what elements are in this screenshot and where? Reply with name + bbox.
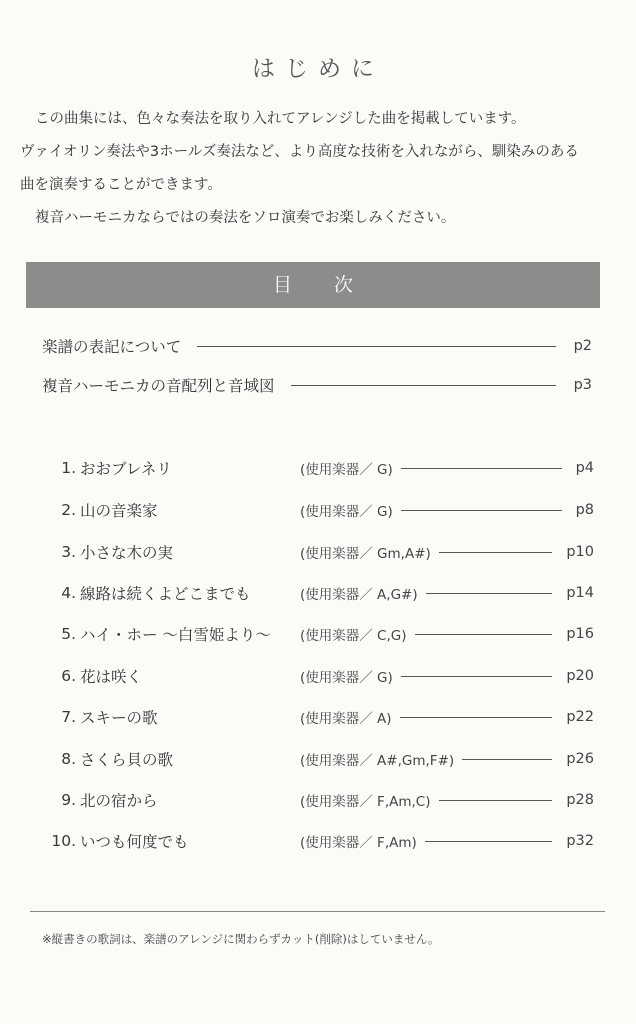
toc-page-number: p10 [566,544,594,560]
toc-page-number: p28 [566,792,594,808]
intro-line: 複音ハーモニカならではの奏法をソロ演奏でお楽しみください。 [35,210,456,226]
toc-leader-line [401,676,553,677]
toc-page-number: p26 [566,751,594,767]
song-number: 1. [61,459,76,477]
toc-page-number: p16 [566,626,594,642]
song-title: 山の音楽家 [80,502,158,520]
song-title: さくら貝の歌 [80,751,174,769]
toc-section-title: 楽譜の表記について [42,338,182,356]
song-number: 4. [61,584,76,602]
song-instrument: (使用楽器／ A#,Gm,F#) [300,753,455,769]
song-number: 8. [61,750,76,768]
toc-leader-line [291,385,556,386]
song-instrument: (使用楽器／ A) [300,711,392,727]
toc-leader-line [439,800,553,801]
toc-page-number: p14 [566,585,594,601]
toc-leader-line [426,593,553,594]
toc-section-row [42,373,592,397]
toc-page-number: p32 [566,833,594,849]
toc-song-row [50,498,594,522]
song-number: 2. [61,501,76,519]
toc-page-number: p20 [566,668,594,684]
toc-leader-line [425,841,553,842]
song-number: 5. [61,625,76,643]
intro-line: この曲集には、色々な奏法を取り入れてアレンジした曲を掲載しています。 [35,111,526,127]
toc-leader-line [415,634,553,635]
toc-song-row [50,829,594,853]
toc-song-row [50,664,594,688]
song-instrument: (使用楽器／ F,Am) [300,835,417,851]
toc-page-number: p4 [575,460,594,476]
footer-divider [30,911,605,912]
song-instrument: (使用楽器／ F,Am,C) [300,794,431,810]
intro-line: ヴァイオリン奏法や3ホールズ奏法など、より高度な技術を入れながら、馴染みのある [20,144,579,160]
toc-leader-line [401,468,562,469]
song-instrument: (使用楽器／ C,G) [300,628,407,644]
song-title: おおブレネリ [80,460,172,478]
song-title: スキーの歌 [80,709,158,727]
toc-song-row [50,540,594,564]
song-number: 9. [61,791,76,809]
song-instrument: (使用楽器／ Gm,A#) [300,546,431,562]
toc-leader-line [439,552,553,553]
song-number: 7. [61,708,76,726]
toc-heading: 目 次 [272,274,372,296]
toc-leader-line [462,759,552,760]
toc-section-row [42,334,592,358]
song-number: 6. [61,667,76,685]
toc-heading-band [26,262,600,308]
song-number: 3. [61,543,76,561]
song-instrument: (使用楽器／ G) [300,462,393,478]
toc-song-row [50,788,594,812]
song-instrument: (使用楽器／ G) [300,670,393,686]
toc-page-number: p3 [573,377,592,393]
toc-section-title: 複音ハーモニカの音配列と音域図 [42,377,275,395]
toc-song-row [50,581,594,605]
song-title: いつも何度でも [80,833,189,851]
song-title: 小さな木の実 [80,544,174,562]
song-number: 10. [51,832,76,850]
toc-song-row [50,622,594,646]
intro-text [20,103,620,235]
toc-song-row [50,705,594,729]
toc-song-row [50,456,594,480]
song-title: 北の宿から [80,792,158,810]
page-title: はじめに [252,56,384,82]
toc-leader-line [401,510,562,511]
song-instrument: (使用楽器／ G) [300,504,393,520]
song-title: 線路は続くよどこまでも [80,585,251,603]
toc-leader-line [197,346,555,347]
song-instrument: (使用楽器／ A,G#) [300,587,418,603]
footnote: ※縦書きの歌詞は、楽譜のアレンジに関わらずカット(削除)はしていません。 [42,932,440,946]
toc-leader-line [400,717,553,718]
toc-page-number: p22 [566,709,594,725]
toc-page-number: p8 [575,502,594,518]
toc-page-number: p2 [573,338,592,354]
song-title: 花は咲く [80,668,143,686]
intro-line: 曲を演奏することができます。 [20,177,222,193]
toc-song-row [50,747,594,771]
song-title: ハイ・ホー 〜白雪姫より〜 [80,626,271,644]
